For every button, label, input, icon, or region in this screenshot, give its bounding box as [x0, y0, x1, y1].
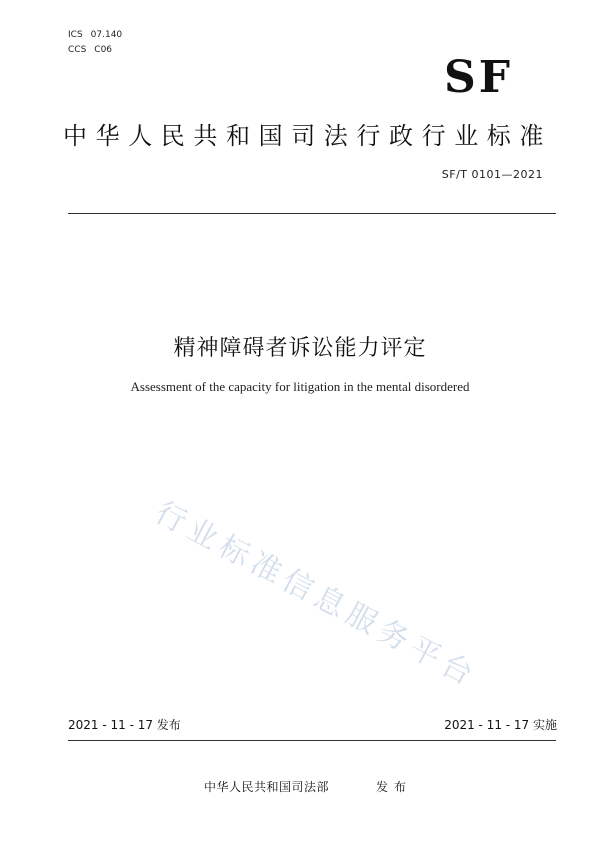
document-title-english: Assessment of the capacity for litigation in the mental disordered: [130, 379, 470, 394]
watermark: 行业标准信息服务平台: [149, 495, 484, 696]
publisher-name: 中华人民共和国司法部: [204, 780, 330, 794]
issue-date: 2021 - 11 - 17 发布: [68, 718, 181, 732]
implementation-date: 2021 - 11 - 17 实施: [444, 718, 557, 732]
ics-label: ICS: [68, 30, 83, 40]
standard-type-heading: 中华人民共和国司法行政行业标准: [63, 122, 552, 150]
bottom-divider: [68, 740, 556, 741]
ccs-code: C06: [94, 45, 113, 55]
publish-label: 发布: [376, 780, 413, 794]
standard-number: SF/T 0101—2021: [441, 168, 543, 181]
sf-logo-mark: SF: [444, 52, 514, 103]
top-divider: [68, 213, 556, 214]
document-title-chinese: 精神障碍者诉讼能力评定: [173, 336, 427, 361]
ccs-label: CCS: [68, 45, 87, 55]
ccs-line: [68, 45, 112, 55]
ics-code: 07.140: [90, 30, 123, 40]
ics-line: [68, 30, 122, 40]
